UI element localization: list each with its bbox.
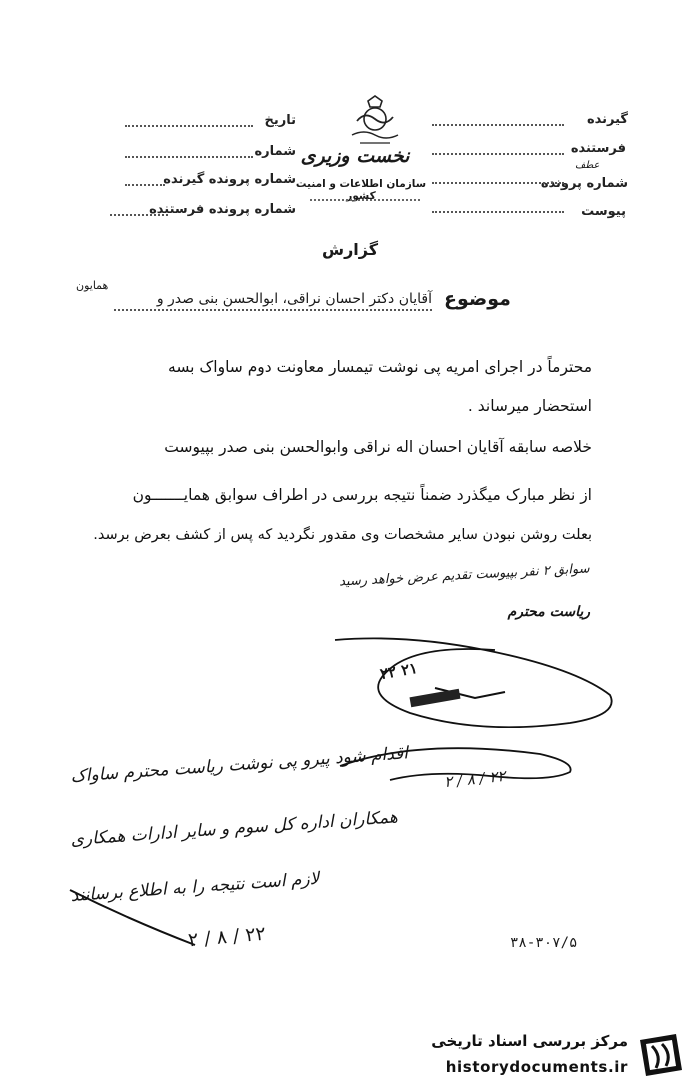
body-line-4: از نظر مبارک میگذرد ضمناً نتیجه بررسی در اطراف سوابق همایـــــــون xyxy=(132,486,592,504)
body-line-5: بعلت روشن نبودن سایر مشخصات وی مقدور نگردید که پس از کشف بعرض برسد. xyxy=(93,527,592,543)
org-subtitle: سازمان اطلاعات و امنیت کشور xyxy=(295,178,427,202)
receiver-file-line xyxy=(125,184,165,186)
receiver-file-label: شماره پرونده گیرنده xyxy=(163,172,296,187)
file-number-line xyxy=(432,182,564,184)
subject-label: موضوع xyxy=(444,288,511,310)
main-handwritten-line-3: لازم است نتیجه را به اطلاع برسانند xyxy=(69,868,320,907)
main-handwritten-line-2: همکاران اداره کل سوم و سایر ادارات همکاری xyxy=(69,807,399,851)
handwritten-note-1: سوابق ۲ نفر بپیوست تقدیم عرض خواهد رسید xyxy=(339,561,591,590)
recipient-field xyxy=(587,112,628,127)
signature-1-icon xyxy=(330,628,615,728)
body-line-2: استحضار میرساند . xyxy=(467,397,592,415)
reference-number: ۳۸-۳۰۷/۵ xyxy=(510,935,578,951)
sender-file-field xyxy=(149,202,296,217)
signature-date-1: ۲۲ / ۸ / ۲ xyxy=(443,766,507,792)
sender-file-line xyxy=(110,214,168,216)
main-handwritten-line-1: اقدام شود پیرو پی نوشت ریاست محترم ساواک xyxy=(69,743,409,787)
subject-text: آقایان دکتر احسان نراقی، ابوالحسن بنی صدر و xyxy=(114,291,432,311)
body-line-1: محترماً در اجرای امریه پی نوشت تیمسار معاونت دوم ساواک بسه xyxy=(168,358,592,376)
sender-line xyxy=(432,153,564,155)
archive-logo-icon xyxy=(632,1030,690,1084)
number-field xyxy=(254,144,296,159)
attachment-field xyxy=(581,204,626,219)
document-title: گزارش xyxy=(321,240,379,259)
sender-file-label: شماره پرونده فرستنده xyxy=(149,202,296,217)
number-line xyxy=(125,156,253,158)
recipient-label: گیرنده xyxy=(586,112,628,127)
main-handwritten-date: ۲۲ / ۸ / ۲ xyxy=(187,922,267,952)
handwritten-note-2: ریاست محترم xyxy=(507,604,590,620)
attachment-line xyxy=(432,211,564,213)
receiver-file-field xyxy=(163,172,296,187)
number-label: شماره xyxy=(254,144,296,159)
stamp-date-1: ۲۱ ۲۲ xyxy=(378,658,419,684)
sender-field xyxy=(571,141,626,156)
date-line xyxy=(125,125,253,127)
date-label: تاریخ xyxy=(264,113,296,128)
watermark-name: مرکز بررسی اسناد تاریخی xyxy=(431,1032,628,1050)
sender-label: فرستنده xyxy=(570,141,626,156)
recipient-line xyxy=(432,124,564,126)
reference-note: عطف xyxy=(575,160,600,171)
org-title: نخست وزیری xyxy=(300,145,410,167)
org-subtitle-underline xyxy=(310,199,420,201)
body-line-3: خلاصه سابقه آقایان احسان اله نراقی وابوالحسن بنی صدر بپیوست xyxy=(164,438,592,456)
watermark-url: historydocuments.ir xyxy=(445,1058,628,1076)
subject-extra-word: همایون xyxy=(76,279,109,292)
date-field xyxy=(265,113,297,128)
file-number-label: شماره پرونده xyxy=(540,176,628,191)
attachment-label: پیوست xyxy=(581,204,626,219)
